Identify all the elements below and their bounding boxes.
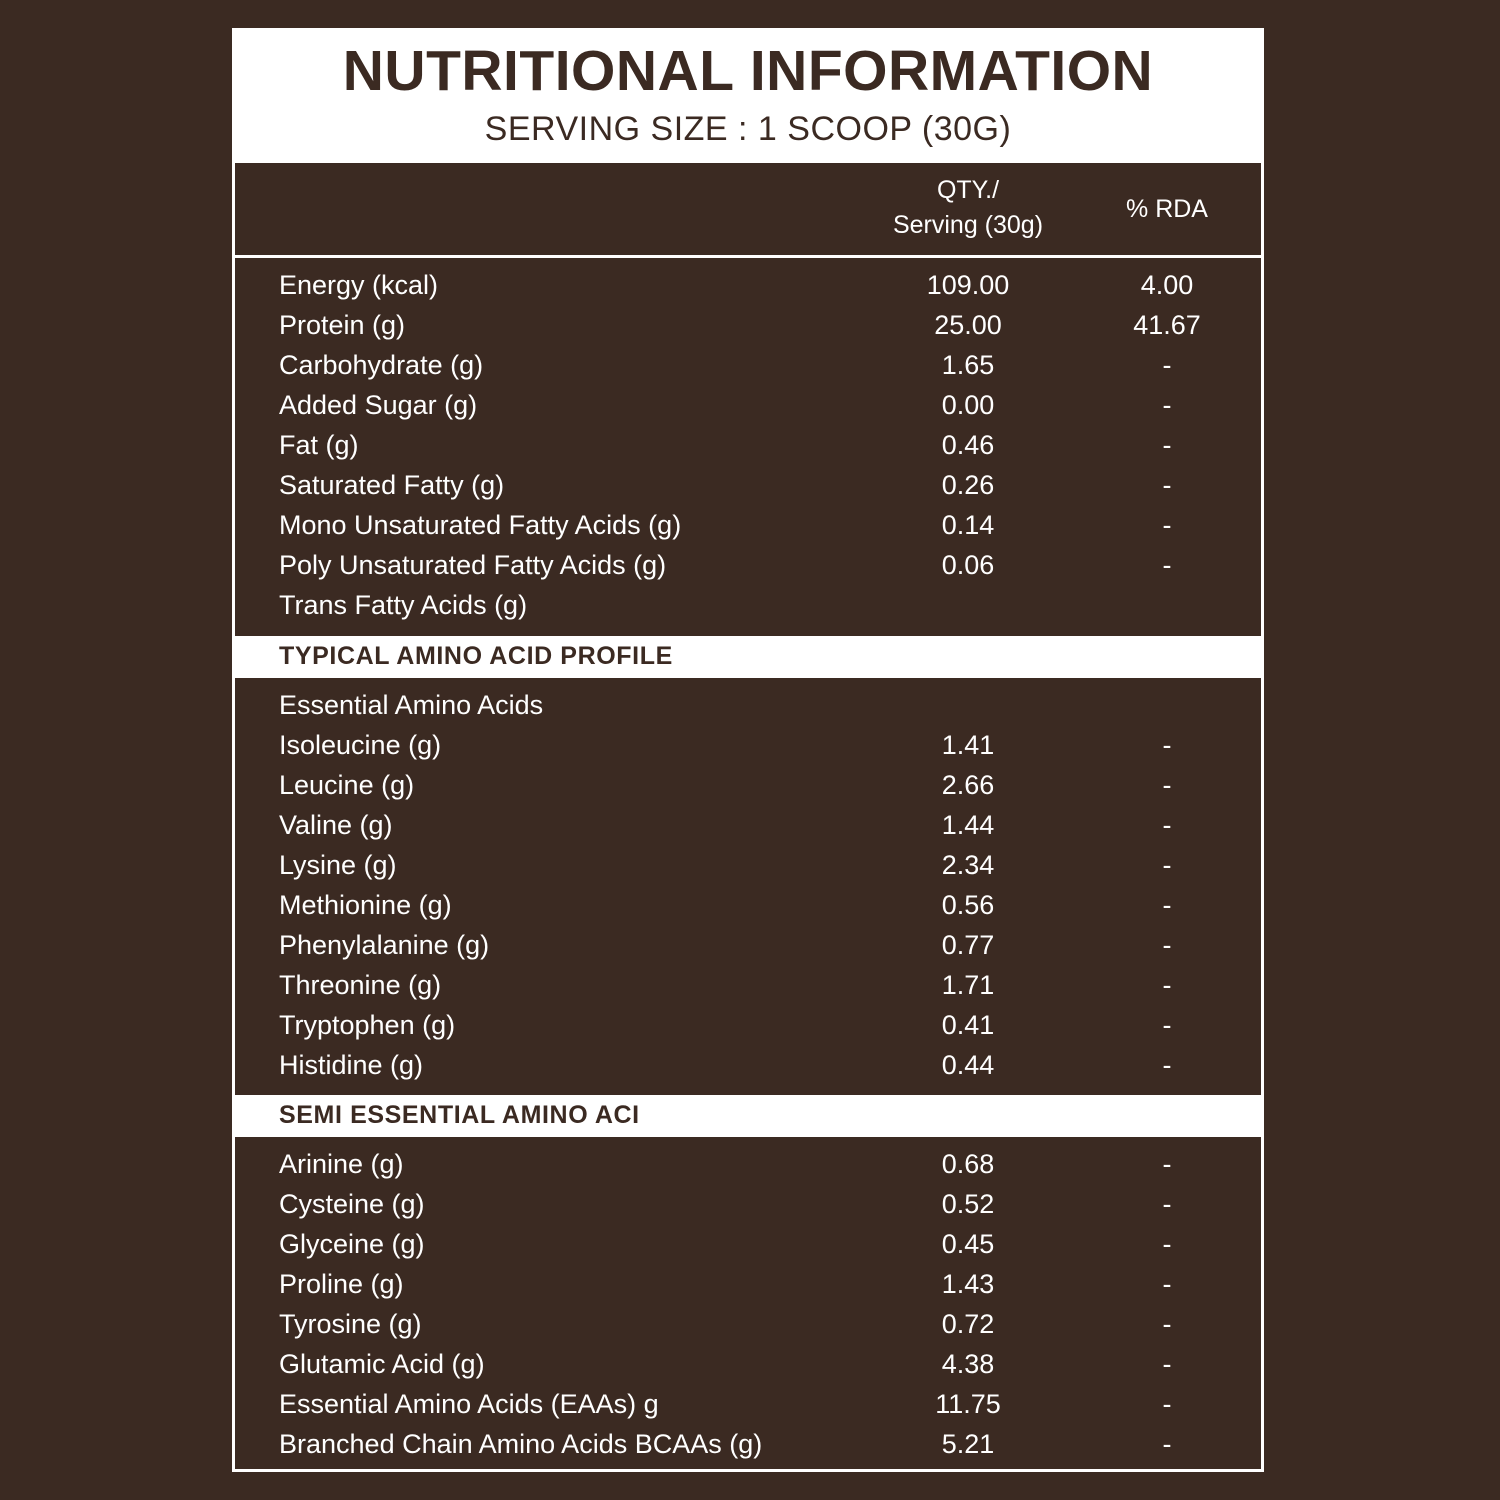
table-row [235,1425,1261,1465]
row-qty-value: 0.26 [941,470,995,501]
table-row [235,1345,1261,1385]
row-nutrient-name: Mono Unsaturated Fatty Acids (g) [279,510,682,541]
row-rda-value: - [1162,1429,1172,1460]
row-nutrient-name: Added Sugar (g) [279,390,478,421]
row-qty-value: 0.44 [941,1049,995,1080]
row-qty-value: 0.45 [941,1229,995,1260]
row-rda-value: - [1162,1349,1172,1380]
table-row [235,1046,1261,1086]
row-qty-value: 0.56 [941,889,995,920]
row-qty-value: 0.52 [941,1189,995,1220]
row-rda-value: - [1162,1309,1172,1340]
section-header: TYPICAL AMINO ACID PROFILE [235,636,1261,678]
row-qty-value: 1.71 [941,969,995,1000]
row-rda-value: - [1162,390,1172,421]
table-row [235,306,1261,346]
row-qty-value: 5.21 [941,1429,995,1460]
row-qty-value: 1.43 [941,1269,995,1300]
row-nutrient-name: Energy (kcal) [279,270,439,301]
row-nutrient-name: Phenylalanine (g) [279,929,490,960]
row-nutrient-name: Branched Chain Amino Acids BCAAs (g) [279,1429,763,1460]
row-qty-value: 0.46 [941,430,995,461]
row-qty-value: 2.66 [941,769,995,800]
row-nutrient-name: Protein (g) [279,310,406,341]
column-header-qty-line2: Serving (30g) [892,211,1044,240]
row-nutrient-name: Poly Unsaturated Fatty Acids (g) [279,550,667,581]
table-row [235,506,1261,546]
row-rda-value: - [1162,1049,1172,1080]
panel-header [235,31,1261,163]
row-rda-value: - [1162,849,1172,880]
row-rda-value: - [1162,769,1172,800]
row-rda-value: - [1162,430,1172,461]
row-qty-value: 109.00 [926,270,1010,301]
table-row [235,586,1261,626]
table-row [235,1006,1261,1046]
table-row [235,686,1261,726]
column-header-qty [863,173,1073,243]
column-header-qty-line1: QTY./ [936,176,1000,205]
table-row [235,806,1261,846]
row-nutrient-name: Histidine (g) [279,1049,424,1080]
row-rda-value: 4.00 [1140,270,1194,301]
table-row [235,766,1261,806]
row-rda-value: - [1162,1189,1172,1220]
row-rda-value: - [1162,510,1172,541]
table-row [235,386,1261,426]
row-rda-value: - [1162,1009,1172,1040]
row-nutrient-name: Methionine (g) [279,889,452,920]
table-row [235,926,1261,966]
row-nutrient-name: Tryptophen (g) [279,1009,456,1040]
row-nutrient-name: Glyceine (g) [279,1229,425,1260]
nutrition-panel [232,28,1264,1472]
table-row [235,466,1261,506]
row-nutrient-name: Trans Fatty Acids (g) [279,589,528,620]
row-qty-value: 1.65 [941,350,995,381]
serving-size-label: SERVING SIZE : 1 SCOOP (30G) [484,109,1012,148]
table-column-header [235,163,1261,258]
table-row [235,966,1261,1006]
row-rda-value: - [1162,889,1172,920]
row-rda-value: - [1162,470,1172,501]
row-nutrient-name: Essential Amino Acids [279,689,544,720]
row-nutrient-name: Glutamic Acid (g) [279,1349,485,1380]
table-row [235,726,1261,766]
row-qty-value: 0.72 [941,1309,995,1340]
row-rda-value: - [1162,550,1172,581]
row-qty-value: 0.00 [941,390,995,421]
row-nutrient-name: Lysine (g) [279,849,397,880]
row-nutrient-name: Leucine (g) [279,769,415,800]
page-title: NUTRITIONAL INFORMATION [342,39,1154,103]
row-rda-value: - [1162,809,1172,840]
row-qty-value: 1.44 [941,809,995,840]
row-qty-value: 1.41 [941,729,995,760]
row-nutrient-name: Fat (g) [279,430,359,461]
row-qty-value: 0.68 [941,1149,995,1180]
row-nutrient-name: Tyrosine (g) [279,1309,422,1340]
table-row [235,426,1261,466]
row-nutrient-name: Carbohydrate (g) [279,350,484,381]
table-row [235,1305,1261,1345]
row-nutrient-name: Cysteine (g) [279,1189,425,1220]
row-group [235,678,1261,1090]
row-nutrient-name: Isoleucine (g) [279,729,442,760]
row-nutrient-name: Valine (g) [279,809,393,840]
row-nutrient-name: Saturated Fatty (g) [279,470,505,501]
row-rda-value: - [1162,729,1172,760]
table-row [235,346,1261,386]
row-group [235,258,1261,630]
row-rda-value: - [1162,1229,1172,1260]
table-row [235,1265,1261,1305]
row-nutrient-name: Arinine (g) [279,1149,404,1180]
row-nutrient-name: Threonine (g) [279,969,442,1000]
row-qty-value: 0.06 [941,550,995,581]
row-rda-value: - [1162,1389,1172,1420]
row-nutrient-name: Proline (g) [279,1269,404,1300]
row-qty-value: 0.14 [941,510,995,541]
table-row [235,266,1261,306]
table-row [235,1145,1261,1185]
column-header-rda: % RDA [1126,195,1208,224]
row-rda-value: 41.67 [1133,310,1201,341]
row-rda-value: - [1162,350,1172,381]
row-rda-value: - [1162,1269,1172,1300]
table-row [235,886,1261,926]
row-qty-value: 4.38 [941,1349,995,1380]
row-qty-value: 0.41 [941,1009,995,1040]
row-qty-value: 2.34 [941,849,995,880]
table-row [235,546,1261,586]
row-nutrient-name: Essential Amino Acids (EAAs) g [279,1389,659,1420]
table-row [235,1185,1261,1225]
table-row [235,846,1261,886]
nutrition-table-body [235,258,1261,1469]
row-rda-value: - [1162,969,1172,1000]
column-header-nutrient [235,173,863,243]
row-rda-value: - [1162,1149,1172,1180]
table-row [235,1225,1261,1265]
row-rda-value: - [1162,929,1172,960]
row-qty-value: 25.00 [934,310,1002,341]
row-group [235,1137,1261,1469]
row-qty-value: 0.77 [941,929,995,960]
row-qty-value: 11.75 [935,1389,1001,1420]
table-row [235,1385,1261,1425]
section-header: SEMI ESSENTIAL AMINO ACI [235,1095,1261,1137]
